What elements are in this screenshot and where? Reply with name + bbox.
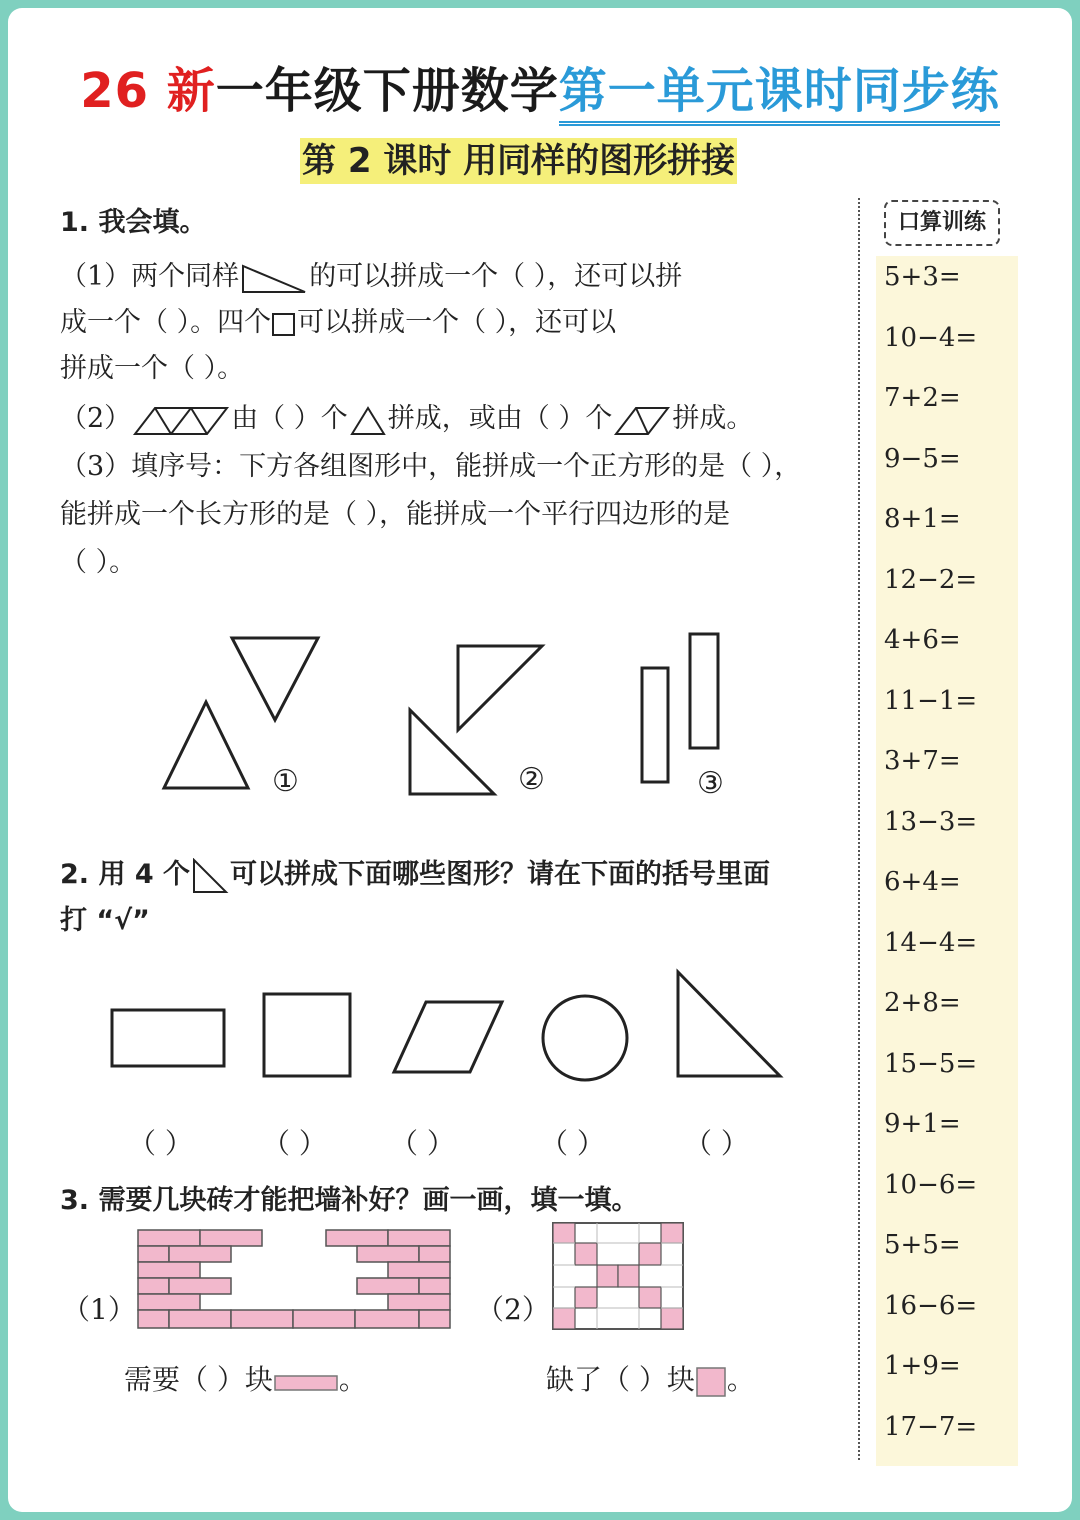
tile-pattern-figure (552, 1222, 684, 1330)
right-triangle-icon (190, 858, 230, 894)
right-triangle-lower-shape (410, 710, 494, 794)
figure-label-2: ② (518, 762, 545, 797)
triangle-down-shape (232, 638, 318, 720)
trapezoid-triangles-icon (131, 404, 231, 436)
mental-math-item: 10−4= (884, 322, 978, 353)
q3-answer-1-end: 。 (338, 1363, 367, 1396)
mental-math-item: 15−5= (884, 1048, 978, 1079)
q2-header-b: 可以拼成下面哪些图形？请在下面的括号里面 (230, 859, 771, 890)
q1-line4-a: （2） (60, 403, 132, 434)
mental-math-item: 8+1= (884, 504, 961, 534)
q1-shapes-figure (150, 622, 750, 812)
q1-line2 (60, 300, 616, 339)
rectangle-right-shape (690, 634, 718, 748)
mental-math-item: 17−7= (884, 1411, 978, 1442)
q1-line3: 拼成一个（ ）。 (60, 353, 245, 384)
parallelogram-icon (612, 404, 672, 436)
q3-answer-2-end: 。 (726, 1363, 755, 1396)
q1-line1-b: 的可以拼成一个（ ），还可以拼 (309, 261, 683, 292)
q2-header-c: 打 “√” (60, 905, 150, 936)
q1-line6: 能拼成一个长方形的是（ ），能拼成一个平行四边形的是 (60, 499, 731, 530)
q3-answer-1-text: 需要（ ）块 (124, 1363, 273, 1396)
mental-math-item: 14−4= (884, 927, 978, 958)
mental-math-item: 6+4= (884, 867, 961, 897)
title-grade: 一年级下册数学 (215, 63, 559, 119)
q1-line5: （3）填序号：下方各组图形中，能拼成一个正方形的是（ ）， (60, 451, 802, 482)
q3-answer-1 (124, 1358, 367, 1398)
q2-header-a: 2. 用 4 个 (60, 859, 191, 890)
brick-icon (273, 1372, 339, 1392)
answer-paren-4[interactable]: （ ） (540, 1127, 605, 1160)
rectangle-shape (112, 1010, 224, 1066)
mental-math-item: 4+6= (884, 625, 961, 655)
circle-shape (543, 996, 627, 1080)
q3-answer-2-text: 缺了（ ）块 (546, 1363, 695, 1396)
mental-math-item: 1+9= (884, 1351, 961, 1381)
rectangle-left-shape (642, 668, 668, 782)
mental-math-item: 16−6= (884, 1290, 978, 1321)
right-triangle-icon (239, 262, 309, 294)
page-title (0, 52, 1080, 121)
answer-paren-2[interactable]: （ ） (262, 1127, 327, 1160)
parallelogram-shape (394, 1002, 502, 1072)
mental-math-item: 12−2= (884, 564, 978, 595)
mental-math-item: 2+8= (884, 988, 961, 1018)
right-triangle-upper-shape (458, 646, 542, 730)
q3-answer-2 (546, 1358, 755, 1398)
q1-line1-a: （1）两个同样 (60, 261, 240, 292)
mental-math-item: 3+7= (884, 746, 961, 776)
mental-math-item: 5+3= (884, 262, 961, 292)
q3-header: 3. 需要几块砖才能把墙补好？画一画，填一填。 (60, 1185, 639, 1216)
answer-paren-5[interactable]: （ ） (684, 1127, 749, 1160)
column-divider (858, 198, 860, 1460)
mental-math-item: 9−5= (884, 443, 961, 474)
mental-math-item: 13−3= (884, 806, 978, 837)
q1-line4-d: 拼成。 (672, 403, 754, 434)
q1-line7: （ ）。 (60, 547, 137, 578)
q3-label-2: （2） (476, 1293, 550, 1326)
title-year: 26 新 (80, 63, 216, 119)
triangle-up-shape (164, 702, 248, 788)
figure-label-1: ① (272, 764, 299, 799)
mental-math-title: 口算训练 (884, 200, 1000, 246)
figure-label-3: ③ (697, 766, 724, 801)
q1-line4-b: 由（ ）个 (231, 403, 348, 434)
square-icon (271, 311, 297, 337)
large-right-triangle-shape (678, 972, 780, 1076)
q1-line1 (60, 254, 682, 294)
q1-line4 (60, 396, 753, 436)
q2-shapes-figure (100, 962, 800, 1092)
mental-math-panel (876, 256, 1018, 1466)
square-shape (264, 994, 350, 1076)
mental-math-item: 10−6= (884, 1169, 978, 1200)
brick-wall-figure (136, 1228, 454, 1332)
q1-line2-b: 可以拼成一个（ ），还可以 (297, 307, 617, 338)
mental-math-item: 9+1= (884, 1109, 961, 1139)
mental-math-item: 5+5= (884, 1230, 961, 1260)
mental-math-item: 11−1= (884, 685, 978, 716)
q1-line2-a: 成一个（ ）。四个 (60, 307, 272, 338)
mental-math-item: 7+2= (884, 383, 961, 413)
triangle-icon (348, 404, 388, 436)
q2-header (60, 852, 770, 894)
title-unit: 第一单元课时同步练 (559, 63, 1000, 126)
q1-header: 1. 我会填。 (60, 207, 207, 238)
tile-icon (695, 1366, 727, 1398)
q3-label-1: （1） (62, 1293, 136, 1326)
lesson-subtitle: 第 2 课时 用同样的图形拼接 (300, 138, 737, 184)
answer-paren-1[interactable]: （ ） (128, 1127, 193, 1160)
q1-line4-c: 拼成，或由（ ）个 (387, 403, 613, 434)
answer-paren-3[interactable]: （ ） (390, 1127, 455, 1160)
